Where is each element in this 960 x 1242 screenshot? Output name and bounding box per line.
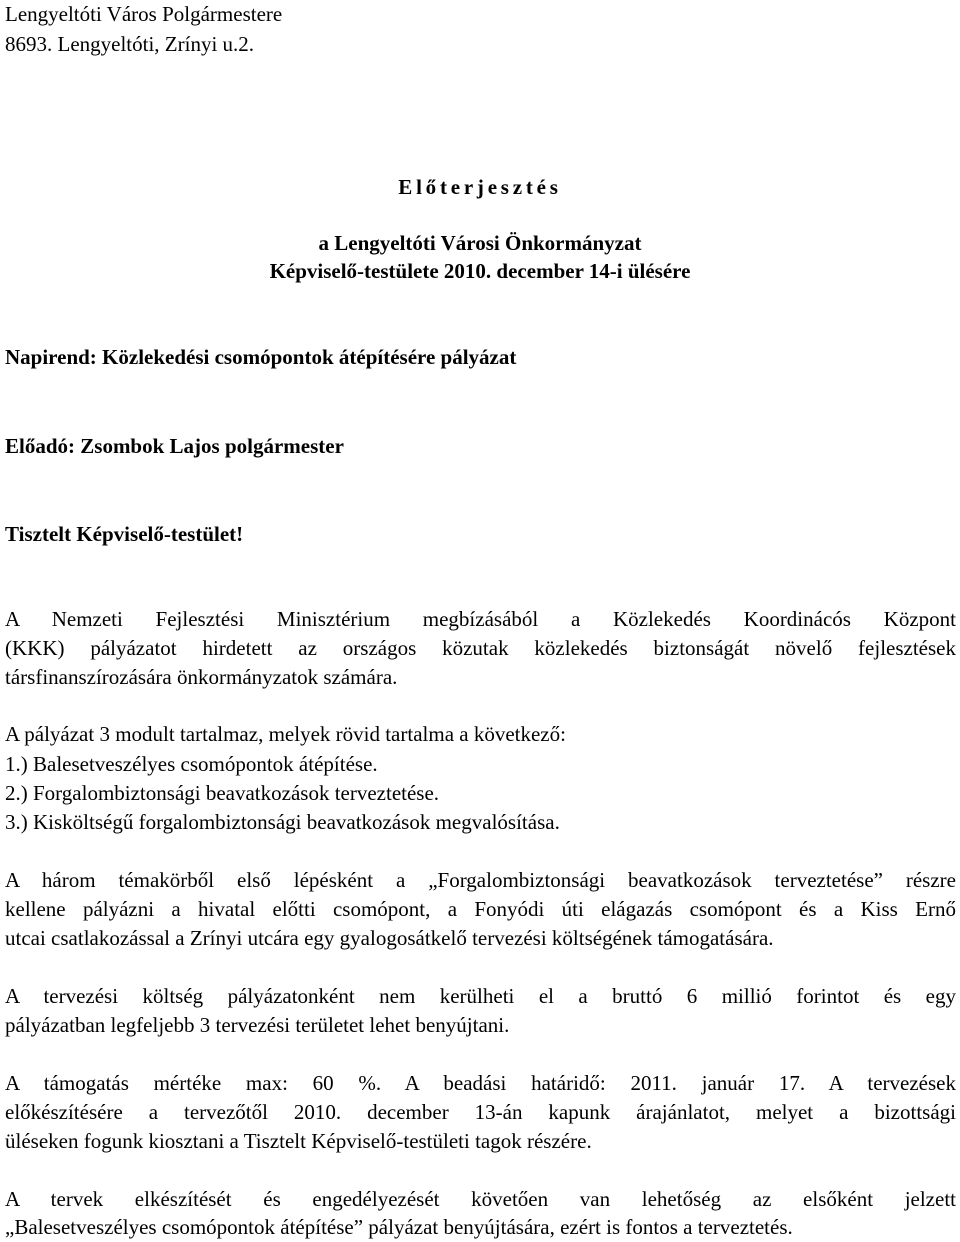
paragraph-1-line-3: társfinanszírozására önkormányzatok számára. bbox=[5, 665, 398, 689]
sender-address: 8693. Lengyeltóti, Zrínyi u.2. bbox=[5, 32, 255, 56]
paragraph-4-line-2: előkészítésére a tervezőtől 2010. december 13-án kapunk árajánlatot, melyet a bizottsági bbox=[5, 1100, 956, 1124]
addressee-line-2: Képviselő-testülete 2010. december 14-i ülésére bbox=[269, 259, 691, 283]
addressee-line-1: a Lengyeltóti Városi Önkormányzat bbox=[318, 231, 642, 255]
paragraph-2-line-3: utcai csatlakozással a Zrínyi utcára egy gyalogosátkelő tervezési költségének támogatására. bbox=[5, 926, 774, 950]
paragraph-2-line-1: A három témakörből első lépésként a „Forgalombiztonsági beavatkozások terveztetése” részre bbox=[5, 868, 956, 892]
paragraph-3-line-2: pályázatban legfeljebb 3 tervezési területet lehet benyújtani. bbox=[5, 1013, 510, 1037]
paragraph-2-line-2: kellene pályázni a hivatal előtti csomópont, a Fonyódi úti elágazás csomópont és a Kiss Ernő bbox=[5, 897, 956, 921]
paragraph-1-line-2: (KKK) pályázatot hirdetett az országos közutak közlekedés biztonságát növelő fejlesztések bbox=[5, 636, 956, 660]
document-title: Előterjesztés bbox=[398, 175, 562, 199]
module-item-2: 2.) Forgalombiztonsági beavatkozások terveztetése. bbox=[5, 781, 440, 805]
paragraph-3-line-1: A tervezési költség pályázatonként nem kerülheti el a bruttó 6 millió forintot és egy bbox=[5, 984, 956, 1008]
agenda-line: Napirend: Közlekedési csomópontok átépítésére pályázat bbox=[5, 345, 517, 369]
presenter-line: Előadó: Zsombok Lajos polgármester bbox=[5, 434, 344, 458]
paragraph-5-line-2: „Balesetveszélyes csomópontok átépítése” pályázat benyújtására, ezért is fontos a terveztetés. bbox=[5, 1215, 793, 1239]
sender-name: Lengyeltóti Város Polgármestere bbox=[5, 2, 283, 26]
module-item-3: 3.) Kisköltségű forgalombiztonsági beavatkozások megvalósítása. bbox=[5, 810, 560, 834]
paragraph-4-line-1: A támogatás mértéke max: 60 %. A beadási határidő: 2011. január 17. A tervezések bbox=[5, 1071, 956, 1095]
salutation: Tisztelt Képviselő-testület! bbox=[5, 522, 244, 546]
modules-intro: A pályázat 3 modult tartalmaz, melyek rövid tartalma a következő: bbox=[5, 722, 566, 746]
module-item-1: 1.) Balesetveszélyes csomópontok átépítése. bbox=[5, 752, 378, 776]
paragraph-5-line-1: A tervek elkészítését és engedélyezését követően van lehetőség az elsőként jelzett bbox=[5, 1187, 956, 1211]
paragraph-4-line-3: üléseken fogunk kiosztani a Tisztelt Képviselő-testületi tagok részére. bbox=[5, 1129, 592, 1153]
paragraph-1-line-1: A Nemzeti Fejlesztési Minisztérium megbízásából a Közlekedés Koordinácós Központ bbox=[5, 607, 956, 631]
